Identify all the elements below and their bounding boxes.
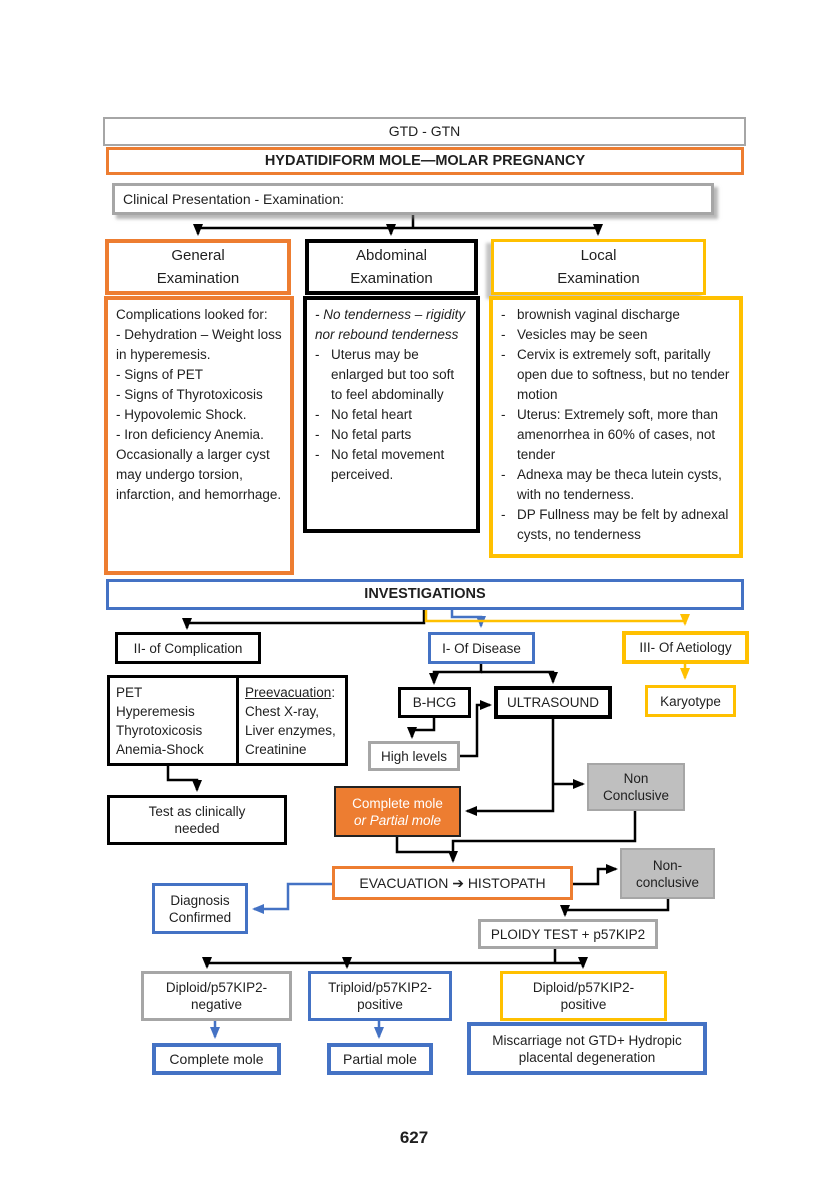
general-examination-header <box>105 239 291 295</box>
triploid-positive-box: Triploid/p57KIP2- positive <box>308 971 452 1021</box>
abdominal-bullet: - No fetal movement perceived. <box>315 445 468 485</box>
arrow-to-of-disease <box>452 610 481 626</box>
page-number: 627 <box>399 1128 429 1147</box>
local-examination-header <box>491 239 706 295</box>
gtd-gtn-box <box>103 117 746 146</box>
pet-panel <box>107 675 348 766</box>
ploidy-branch-line <box>207 949 583 963</box>
diploid-positive-box: Diploid/p57KIP2- positive <box>500 971 667 1021</box>
gtd-gtn-label: GTD - GTN <box>388 123 461 139</box>
bullet-dash <box>501 405 517 465</box>
arrow-to-test-clinically <box>168 766 197 790</box>
local-bullet: - Cervix is extremely soft, paritally open due to softness, but no tender motion <box>501 345 731 405</box>
general-line: Complications looked for: <box>116 307 268 322</box>
local-bullet: - brownish vaginal discharge <box>501 305 680 325</box>
outcome-partial-mole-box: Partial mole <box>327 1043 433 1075</box>
arrow-to-bhcg <box>434 664 481 683</box>
local-bullet: - Vesicles may be seen <box>501 325 648 345</box>
general-heading-line1: General <box>171 247 225 264</box>
bullet-dash <box>315 425 331 445</box>
local-bullet: - Adnexa may be theca lutein cysts, with no tenderness. <box>501 465 731 505</box>
clinical-presentation-label: Clinical Presentation - Examination: <box>123 190 344 207</box>
arrow-nonconclusive-to-evacuation <box>453 811 635 861</box>
abdominal-note: - No tenderness – rigidity nor rebound tenderness <box>315 307 466 342</box>
mole-type-box: Complete mole or Partial mole <box>334 786 461 837</box>
abdominal-examination-content <box>303 296 480 533</box>
arrow-to-diagnosis <box>254 884 332 909</box>
local-examination-content <box>489 296 743 558</box>
bullet-dash <box>501 345 517 405</box>
bullet-dash <box>315 345 331 405</box>
pet-panel-right: Preevacuation: Chest X-ray, Liver enzymes, Creatinine <box>245 685 336 757</box>
general-line: - Signs of PET <box>116 367 204 382</box>
evacuation-histopath-box: EVACUATION ➔ HISTOPATH <box>332 866 573 900</box>
arrow-evacuation-to-nonconclusive <box>572 869 616 884</box>
bhcg-box: B-HCG <box>398 687 471 718</box>
bullet-dash <box>315 445 331 485</box>
general-line: - Dehydration – Weight loss in hyperemesis. <box>116 327 282 362</box>
arrow-to-ploidy <box>565 899 668 915</box>
abdominal-heading-line1: Abdominal <box>356 247 427 264</box>
pet-panel-left: PET Hyperemesis Thyrotoxicosis Anemia-Shock <box>116 685 204 757</box>
general-line: - Signs of Thyrotoxicosis <box>116 387 263 402</box>
bullet-dash <box>501 505 517 545</box>
local-heading-line2: Examination <box>557 270 640 287</box>
general-heading-line2: Examination <box>156 270 240 287</box>
arrow-to-high-levels <box>412 718 434 737</box>
page-title <box>106 147 744 175</box>
local-bullet: - DP Fullness may be felt by adnexal cysts, no tenderness <box>501 505 731 545</box>
preevacuation-heading: Preevacuation: <box>245 685 336 700</box>
general-line: Occasionally a larger cyst may undergo torsion, infarction, and hemorrhage. <box>116 447 282 502</box>
general-line: - Hypovolemic Shock. <box>116 407 247 422</box>
abdominal-bullet: - No fetal parts <box>315 425 411 445</box>
karyotype-box: Karyotype <box>645 685 736 717</box>
abdominal-examination-header <box>305 239 478 295</box>
investigations-banner <box>106 579 744 610</box>
investigations-title: INVESTIGATIONS <box>364 586 486 602</box>
abdominal-heading-line2: Examination <box>350 270 433 287</box>
abdominal-bullet: - Uterus may be enlarged but too soft to feel abdominally <box>315 345 468 405</box>
abdominal-bullet: - No fetal heart <box>315 405 412 425</box>
local-heading-line1: Local <box>580 247 617 264</box>
outcome-complete-mole-box: Complete mole <box>152 1043 281 1075</box>
bullet-dash <box>501 305 517 325</box>
bullet-dash <box>501 325 517 345</box>
line-mole-to-evacuation <box>397 837 450 852</box>
bullet-dash <box>501 465 517 505</box>
general-examination-content <box>104 296 294 575</box>
outcome-miscarriage-box: Miscarriage not GTD+ Hydropic placental degeneration <box>467 1022 707 1075</box>
non-conclusive-histo-box: Non- conclusive <box>620 848 715 899</box>
diagnosis-confirmed-box: Diagnosis Confirmed <box>152 883 248 934</box>
arrow-ultrasound-to-mole <box>467 719 553 811</box>
arrow-to-ultrasound <box>481 672 553 682</box>
page-title-text: HYDATIDIFORM MOLE—MOLAR PREGNANCY <box>264 152 586 169</box>
bullet-dash <box>315 405 331 425</box>
of-aetiology-box: III- Of Aetiology <box>622 631 749 664</box>
diploid-negative-box: Diploid/p57KIP2- negative <box>141 971 292 1021</box>
clinical-presentation-box <box>112 183 714 215</box>
of-disease-box: I- Of Disease <box>428 632 535 664</box>
test-clinically-box: Test as clinically needed <box>107 795 287 845</box>
clinical-branch-line <box>198 215 598 228</box>
local-bullet: - Uterus: Extremely soft, more than amenorrhea in 60% of cases, not tender <box>501 405 731 465</box>
of-complication-box: II- of Complication <box>115 632 261 664</box>
general-line: - Iron deficiency Anemia. <box>116 427 264 442</box>
non-conclusive-ultrasound-box: Non Conclusive <box>587 763 685 811</box>
ultrasound-box: ULTRASOUND <box>494 686 612 719</box>
ploidy-test-box: PLOIDY TEST + p57KIP2 <box>478 919 658 949</box>
arrow-to-complication <box>187 610 424 628</box>
high-levels-box: High levels <box>368 741 460 771</box>
